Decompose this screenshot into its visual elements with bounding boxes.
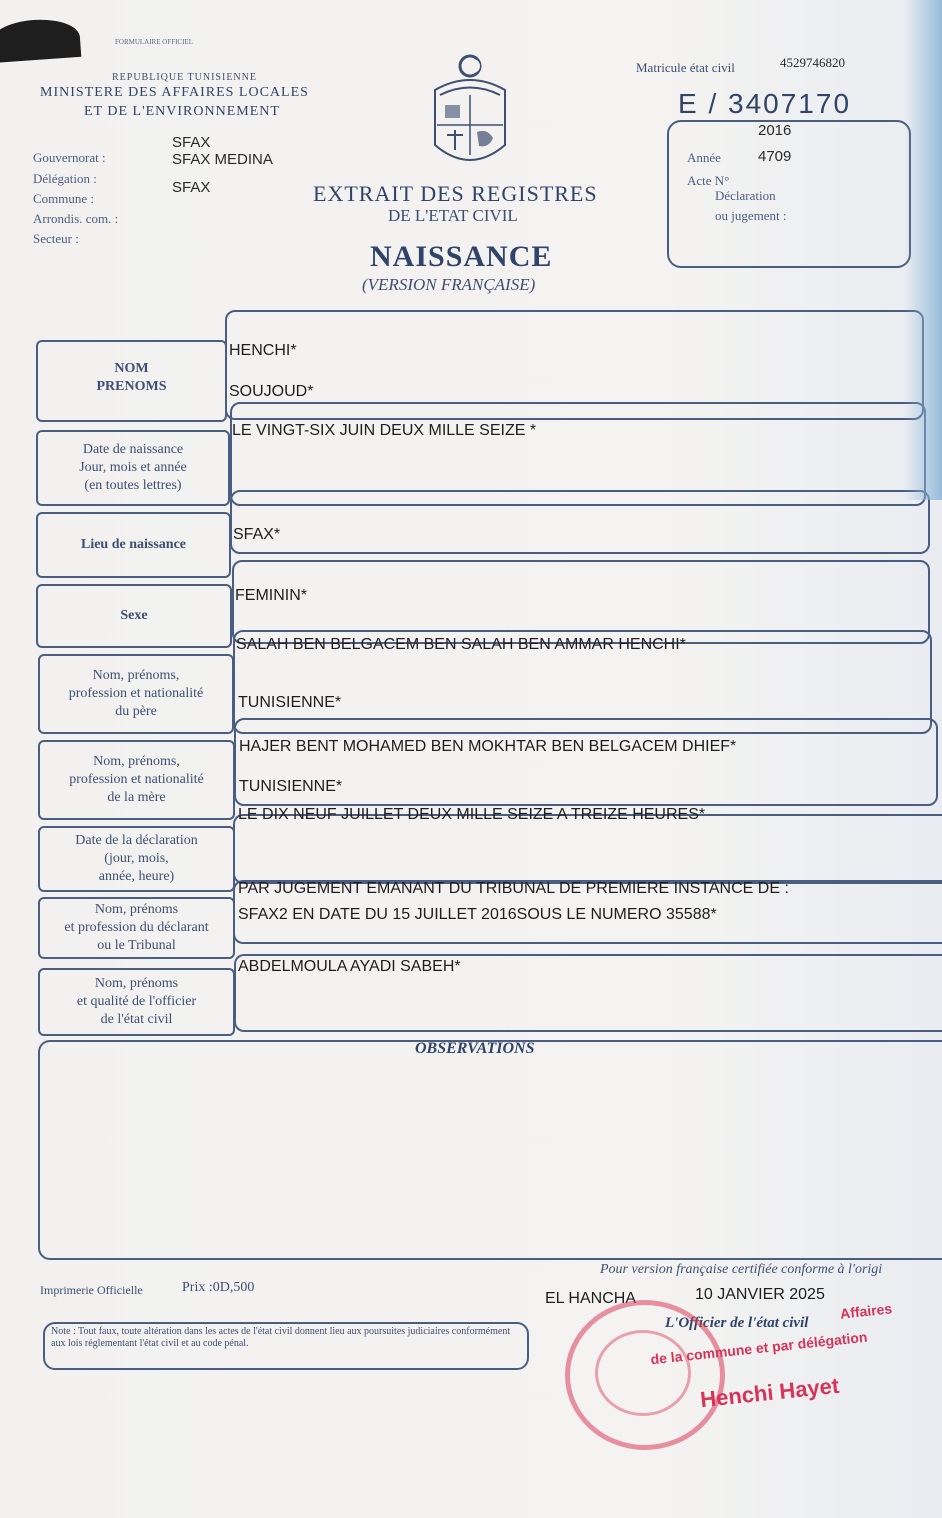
- version-label: (VERSION FRANÇAISE): [362, 275, 536, 294]
- stamp-text-line2: de la commune et par délégation: [649, 1328, 869, 1368]
- observations-box: [38, 1040, 942, 1260]
- date-naissance-label: [36, 430, 230, 506]
- matricule-label: Matricule état civil: [636, 60, 735, 75]
- form-top-label: FORMULAIRE OFFICIEL: [115, 38, 193, 46]
- matricule-value: 4529746820: [780, 55, 845, 70]
- sexe-value: FEMININ*: [235, 587, 307, 604]
- delegation-value: SFAX MEDINA: [172, 151, 273, 168]
- issue-place: EL HANCHA: [545, 1290, 636, 1307]
- annee-value: 2016: [758, 122, 792, 139]
- pere-label: [38, 654, 234, 734]
- lieu-naissance-label: [36, 512, 231, 578]
- jugement-label: ou jugement :: [715, 208, 787, 223]
- extract-subtitle: DE L'ETAT CIVIL: [388, 206, 518, 225]
- arrondis-label: Arrondis. com. :: [33, 211, 119, 226]
- stamp-text-line1: Affaires: [839, 1300, 893, 1322]
- declaration-date-label: [38, 826, 235, 892]
- declaration-date-label-text: Date de la déclaration (jour, mois, année, heure): [75, 833, 198, 884]
- prenom-value: SOUJOUD*: [229, 383, 314, 400]
- declarant-label-text: Nom, prénoms et profession du déclarant ou le Tribunal: [64, 902, 209, 953]
- ministry-line2: ET DE L'ENVIRONNEMENT: [84, 104, 280, 119]
- sexe-label: [36, 584, 232, 648]
- nom-prenoms-label: [36, 340, 227, 422]
- coat-of-arms-icon: [425, 50, 515, 175]
- lieu-naissance-value: SFAX*: [233, 526, 281, 543]
- document-type: NAISSANCE: [370, 240, 553, 273]
- date-naissance-value: LE VINGT-SIX JUIN DEUX MILLE SEIZE *: [232, 422, 537, 439]
- declaration-label: Déclaration: [715, 188, 776, 203]
- gouvernorat-value: SFAX: [172, 134, 211, 151]
- officier-label: [38, 968, 235, 1036]
- declaration-date-value: LE DIX NEUF JUILLET DEUX MILLE SEIZE A TREIZE HEURES*: [238, 806, 706, 823]
- pere-label-text: Nom, prénoms, profession et nationalité du père: [68, 668, 204, 719]
- officier-value: ABDELMOULA AYADI SABEH*: [238, 958, 461, 975]
- gouvernorat-label: Gouvernorat :: [33, 150, 106, 165]
- certified-label: Pour version française certifiée conforme à l'origi: [600, 1262, 883, 1277]
- mere-label-text: Nom, prénoms, profession et nationalité de la mère: [69, 754, 204, 805]
- legal-note: Note : Tout faux, toute altération dans les actes de l'état civil donnent lieu aux poursuites judiciaires conformément aux lois réglementant l'état civil et au code pénal.: [43, 1322, 529, 1370]
- declarant-value-line1: PAR JUGEMENT EMANANT DU TRIBUNAL DE PREMIERE INSTANCE DE :: [238, 880, 789, 897]
- officer-signature-label: L'Officier de l'état civil: [665, 1315, 809, 1331]
- declarant-label: [38, 897, 235, 959]
- acte-label: Acte N°: [687, 173, 730, 188]
- lieu-naissance-label-text: Lieu de naissance: [80, 537, 186, 552]
- nom-prenoms-label-text: NOM PRENOMS: [96, 361, 167, 394]
- date-naissance-label-text: Date de naissance Jour, mois et année (en toutes lettres): [79, 442, 187, 493]
- issue-date: 10 JANVIER 2025: [695, 1286, 825, 1303]
- commune-label: Commune :: [33, 191, 95, 206]
- secteur-label: Secteur :: [33, 231, 79, 246]
- nom-value: HENCHI*: [229, 342, 297, 359]
- sexe-label-text: Sexe: [120, 608, 148, 623]
- imprimerie-label: Imprimerie Officielle: [40, 1283, 143, 1297]
- official-stamp-inner: [595, 1330, 691, 1416]
- page-edge-shadow: [905, 0, 942, 500]
- mere-nationalite-value: TUNISIENNE*: [239, 778, 343, 795]
- row-3-value-box: [230, 490, 930, 554]
- commune-value: SFAX: [172, 179, 211, 196]
- declarant-value-line2: SFAX2 EN DATE DU 15 JUILLET 2016SOUS LE NUMERO 35588*: [238, 906, 717, 923]
- registration-number: E / 3407170: [678, 88, 852, 119]
- page-corner-shadow: [0, 17, 81, 63]
- prix-label: Prix :0D,500: [182, 1280, 255, 1295]
- ministry-line1: MINISTERE DES AFFAIRES LOCALES: [40, 85, 309, 100]
- republic-label: REPUBLIQUE TUNISIENNE: [112, 72, 257, 83]
- delegation-label: Délégation :: [33, 171, 97, 186]
- pere-nationalite-value: TUNISIENNE*: [238, 694, 342, 711]
- observations-label: OBSERVATIONS: [415, 1040, 535, 1057]
- extract-title: EXTRAIT DES REGISTRES: [313, 181, 598, 206]
- acte-box: [667, 120, 911, 268]
- mere-name-value: HAJER BENT MOHAMED BEN MOKHTAR BEN BELGACEM DHIEF*: [239, 738, 737, 755]
- mere-label: [38, 740, 235, 820]
- officier-label-text: Nom, prénoms et qualité de l'officier de l'état civil: [76, 976, 197, 1027]
- annee-label: Année: [687, 150, 721, 165]
- pere-name-value: SALAH BEN BELGACEM BEN SALAH BEN AMMAR HENCHI*: [236, 636, 686, 653]
- acte-value: 4709: [758, 148, 792, 165]
- row-7-value-box: [233, 814, 942, 884]
- signature-name: Henchi Hayet: [699, 1372, 841, 1413]
